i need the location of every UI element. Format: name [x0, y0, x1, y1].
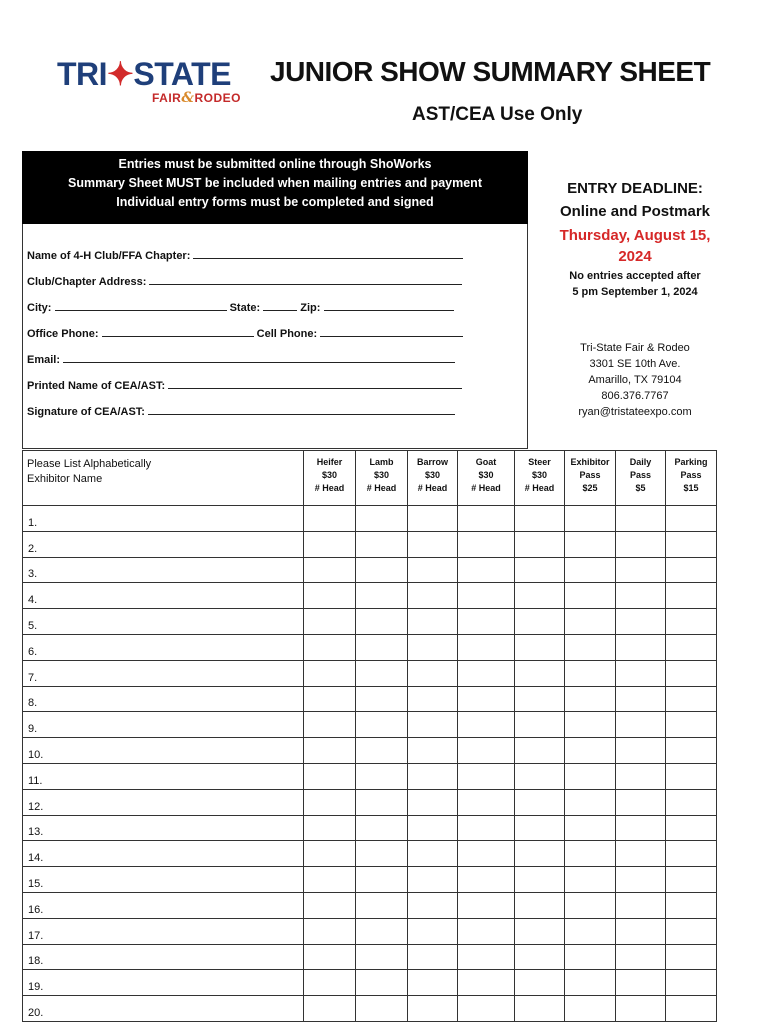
entry-cell[interactable] [666, 918, 717, 944]
entry-cell[interactable] [408, 531, 458, 557]
exhibitor-name-cell[interactable]: 3. [23, 557, 304, 583]
logo-tagline: FAIR&RODEO [152, 90, 241, 106]
entry-cell[interactable] [565, 660, 616, 686]
entry-cell[interactable] [458, 609, 515, 635]
entry-cell[interactable] [515, 634, 565, 660]
entry-cell[interactable] [458, 738, 515, 764]
entry-cell[interactable] [356, 996, 408, 1022]
entry-cell[interactable] [565, 738, 616, 764]
column-header: Goat $30 # Head [458, 451, 515, 506]
exhibitor-name-cell[interactable]: 20. [23, 996, 304, 1022]
entry-cell[interactable] [666, 557, 717, 583]
table-row [23, 686, 717, 712]
table-row [23, 506, 717, 532]
exhibitor-name-cell[interactable]: 6. [23, 634, 304, 660]
deadline-date: Thursday, August 15, 2024 [559, 227, 711, 265]
entry-cell[interactable] [565, 815, 616, 841]
exhibitor-name-cell[interactable]: 1. [23, 506, 304, 532]
exhibitor-name-cell[interactable]: 15. [23, 867, 304, 893]
entry-cell[interactable] [666, 738, 717, 764]
entry-cell[interactable] [616, 506, 666, 532]
column-header: Barrow $30 # Head [408, 451, 458, 506]
entry-cell[interactable] [408, 738, 458, 764]
table-row [23, 763, 717, 789]
entry-cell[interactable] [458, 841, 515, 867]
exhibitor-name-cell[interactable]: 8. [23, 686, 304, 712]
column-header: Lamb $30 # Head [356, 451, 408, 506]
entry-cell[interactable] [616, 712, 666, 738]
entry-cell[interactable] [304, 712, 356, 738]
entry-cell[interactable] [304, 660, 356, 686]
entry-cell[interactable] [458, 506, 515, 532]
entry-cell[interactable] [356, 918, 408, 944]
entry-cell[interactable] [408, 867, 458, 893]
entry-cell[interactable] [515, 789, 565, 815]
exhibitor-name-cell[interactable]: 19. [23, 970, 304, 996]
entry-cell[interactable] [408, 918, 458, 944]
entry-cell[interactable] [304, 867, 356, 893]
table-row [23, 918, 717, 944]
entry-cell[interactable] [304, 996, 356, 1022]
entry-cell[interactable] [616, 867, 666, 893]
entry-cell[interactable] [458, 531, 515, 557]
entry-cell[interactable] [565, 841, 616, 867]
entry-cell[interactable] [356, 892, 408, 918]
entry-cell[interactable] [666, 996, 717, 1022]
entry-cell[interactable] [616, 944, 666, 970]
page-subtitle: AST/CEA Use Only [412, 104, 583, 125]
exhibitor-name-cell[interactable]: 10. [23, 738, 304, 764]
printed-name-field[interactable]: Printed Name of CEA/AST: [27, 378, 462, 392]
exhibitor-name-cell[interactable]: 12. [23, 789, 304, 815]
entry-cell[interactable] [458, 815, 515, 841]
entry-cell[interactable] [356, 970, 408, 996]
page-title: JUNIOR SHOW SUMMARY SHEET [270, 56, 711, 87]
entry-cell[interactable] [666, 970, 717, 996]
entry-cell[interactable] [304, 557, 356, 583]
entry-cell[interactable] [666, 763, 717, 789]
column-header: Heifer $30 # Head [304, 451, 356, 506]
table-row [23, 996, 717, 1022]
entry-cell[interactable] [515, 996, 565, 1022]
entry-cell[interactable] [515, 557, 565, 583]
entry-cell[interactable] [565, 867, 616, 893]
table-row [23, 892, 717, 918]
entry-cell[interactable] [666, 531, 717, 557]
entry-cell[interactable] [666, 634, 717, 660]
entry-cell[interactable] [304, 506, 356, 532]
column-header: Exhibitor Pass $25 [565, 451, 616, 506]
deadline-title: ENTRY DEADLINE: [567, 180, 703, 197]
entry-cell[interactable] [616, 918, 666, 944]
entry-cell[interactable] [458, 763, 515, 789]
entry-cell[interactable] [458, 789, 515, 815]
entry-cell[interactable] [616, 970, 666, 996]
entry-cell[interactable] [304, 531, 356, 557]
entry-cell[interactable] [515, 712, 565, 738]
table-row [23, 531, 717, 557]
exhibitor-name-header: Please List Alphabetically Exhibitor Name [23, 451, 304, 506]
entry-cell[interactable] [408, 634, 458, 660]
entry-cell[interactable] [458, 944, 515, 970]
entry-cell[interactable] [515, 918, 565, 944]
entry-cell[interactable] [565, 970, 616, 996]
contact-phone: 806.376.7767 [601, 390, 669, 402]
entry-cell[interactable] [565, 789, 616, 815]
email-field[interactable]: Email: [27, 352, 455, 366]
entry-cell[interactable] [304, 918, 356, 944]
entry-cell[interactable] [616, 892, 666, 918]
club-address-field[interactable]: Club/Chapter Address: [27, 274, 462, 288]
entry-cell[interactable] [515, 867, 565, 893]
entry-cell[interactable] [408, 841, 458, 867]
entry-cell[interactable] [565, 712, 616, 738]
exhibitor-name-cell[interactable]: 13. [23, 815, 304, 841]
entry-cell[interactable] [666, 609, 717, 635]
entry-cell[interactable] [356, 686, 408, 712]
entry-cell[interactable] [458, 918, 515, 944]
table-row [23, 609, 717, 635]
entry-cell[interactable] [565, 583, 616, 609]
entry-cell[interactable] [515, 660, 565, 686]
entry-cell[interactable] [515, 531, 565, 557]
entry-cell[interactable] [565, 763, 616, 789]
exhibitor-name-cell[interactable]: 11. [23, 763, 304, 789]
entry-cell[interactable] [565, 531, 616, 557]
entry-cell[interactable] [304, 815, 356, 841]
entry-cell[interactable] [666, 841, 717, 867]
contact-email[interactable]: ryan@tristateexpo.com [578, 406, 692, 418]
entry-cell[interactable] [565, 557, 616, 583]
tristate-logo [57, 56, 259, 112]
entry-cell[interactable] [515, 841, 565, 867]
entry-cell[interactable] [304, 789, 356, 815]
entry-cell[interactable] [356, 583, 408, 609]
table-row [23, 634, 717, 660]
entry-cell[interactable] [616, 634, 666, 660]
table-row [23, 583, 717, 609]
entry-cell[interactable] [408, 712, 458, 738]
entry-cell[interactable] [666, 867, 717, 893]
entry-cell[interactable] [515, 583, 565, 609]
exhibitor-name-cell[interactable]: 5. [23, 609, 304, 635]
phone-field[interactable]: Office Phone: Cell Phone: [27, 326, 463, 340]
exhibitor-name-cell[interactable]: 16. [23, 892, 304, 918]
deadline-subtitle: Online and Postmark [559, 203, 711, 220]
entry-cell[interactable] [408, 996, 458, 1022]
entry-cell[interactable] [304, 634, 356, 660]
entry-cell[interactable] [515, 506, 565, 532]
entry-cell[interactable] [515, 944, 565, 970]
entry-cell[interactable] [666, 686, 717, 712]
entry-cell[interactable] [304, 970, 356, 996]
column-header: Steer $30 # Head [515, 451, 565, 506]
entry-cell[interactable] [408, 815, 458, 841]
entry-cell[interactable] [458, 867, 515, 893]
entry-cell[interactable] [304, 686, 356, 712]
table-row [23, 970, 717, 996]
entry-cell[interactable] [408, 660, 458, 686]
entry-cell[interactable] [616, 583, 666, 609]
entry-cell[interactable] [565, 506, 616, 532]
column-header: Parking Pass $15 [666, 451, 717, 506]
instructions-banner [22, 151, 528, 224]
signature-field[interactable]: Signature of CEA/AST: [27, 404, 455, 418]
entry-cell[interactable] [408, 609, 458, 635]
entry-cell[interactable] [356, 841, 408, 867]
table-row [23, 557, 717, 583]
entry-cell[interactable] [356, 712, 408, 738]
table-row [23, 789, 717, 815]
entry-cell[interactable] [356, 557, 408, 583]
entry-cell[interactable] [666, 815, 717, 841]
entry-cell[interactable] [616, 789, 666, 815]
entry-cell[interactable] [458, 557, 515, 583]
instruction-line: Entries must be submitted online through ShoWorks [118, 157, 432, 171]
entry-cell[interactable] [356, 763, 408, 789]
table-header-row [23, 451, 717, 506]
entry-cell[interactable] [565, 634, 616, 660]
table-row [23, 867, 717, 893]
entry-cell[interactable] [304, 583, 356, 609]
entry-cell[interactable] [304, 944, 356, 970]
entry-cell[interactable] [616, 841, 666, 867]
entry-cell[interactable] [458, 583, 515, 609]
entry-cell[interactable] [616, 531, 666, 557]
entry-cell[interactable] [458, 686, 515, 712]
entry-cell[interactable] [408, 557, 458, 583]
entry-cell[interactable] [515, 815, 565, 841]
entry-cell[interactable] [304, 763, 356, 789]
entry-cell[interactable] [356, 789, 408, 815]
entry-cell[interactable] [458, 660, 515, 686]
entry-cell[interactable] [616, 557, 666, 583]
entry-cell[interactable] [356, 738, 408, 764]
entry-cell[interactable] [408, 789, 458, 815]
entry-cell[interactable] [565, 944, 616, 970]
entry-cell[interactable] [408, 506, 458, 532]
entry-cell[interactable] [565, 996, 616, 1022]
entry-cell[interactable] [616, 660, 666, 686]
exhibitor-name-cell[interactable]: 17. [23, 918, 304, 944]
entry-cell[interactable] [666, 892, 717, 918]
club-name-field[interactable]: Name of 4-H Club/FFA Chapter: [27, 248, 463, 262]
entry-cell[interactable] [356, 867, 408, 893]
entry-cell[interactable] [666, 712, 717, 738]
entry-cell[interactable] [666, 583, 717, 609]
entry-cell[interactable] [515, 763, 565, 789]
entry-cell[interactable] [565, 892, 616, 918]
entry-cell[interactable] [565, 918, 616, 944]
entry-cell[interactable] [616, 609, 666, 635]
entry-cell[interactable] [356, 634, 408, 660]
exhibitor-table [22, 450, 717, 1022]
exhibitor-name-cell[interactable]: 4. [23, 583, 304, 609]
entry-cell[interactable] [356, 506, 408, 532]
entry-cell[interactable] [616, 763, 666, 789]
entry-cell[interactable] [616, 996, 666, 1022]
instruction-line: Summary Sheet MUST be included when mailing entries and payment [68, 176, 482, 190]
table-row [23, 815, 717, 841]
entry-cell[interactable] [356, 609, 408, 635]
entry-cell[interactable] [515, 892, 565, 918]
entry-cell[interactable] [408, 763, 458, 789]
entry-cell[interactable] [565, 609, 616, 635]
entry-cell[interactable] [515, 738, 565, 764]
entry-cell[interactable] [616, 738, 666, 764]
entry-cell[interactable] [666, 660, 717, 686]
contact-city: Amarillo, TX 79104 [588, 374, 682, 386]
instruction-line: Individual entry forms must be completed and signed [116, 195, 434, 209]
entry-cell[interactable] [458, 996, 515, 1022]
entry-cell[interactable] [515, 686, 565, 712]
entry-cell[interactable] [616, 815, 666, 841]
exhibitor-name-cell[interactable]: 18. [23, 944, 304, 970]
entry-cell[interactable] [408, 686, 458, 712]
entry-cell[interactable] [408, 583, 458, 609]
exhibitor-name-cell[interactable]: 14. [23, 841, 304, 867]
entry-cell[interactable] [565, 686, 616, 712]
exhibitor-name-cell[interactable]: 2. [23, 531, 304, 557]
table-row [23, 841, 717, 867]
entry-cell[interactable] [408, 970, 458, 996]
exhibitor-name-cell[interactable]: 9. [23, 712, 304, 738]
city-state-zip-field[interactable]: City: State: Zip: [27, 300, 454, 314]
entry-cell[interactable] [356, 944, 408, 970]
table-row [23, 712, 717, 738]
entry-cell[interactable] [666, 506, 717, 532]
entry-cell[interactable] [304, 892, 356, 918]
entry-cell[interactable] [458, 892, 515, 918]
table-row [23, 944, 717, 970]
entry-cell[interactable] [304, 841, 356, 867]
entry-cell[interactable] [304, 738, 356, 764]
entry-cell[interactable] [515, 970, 565, 996]
entry-cell[interactable] [515, 609, 565, 635]
entry-cell[interactable] [458, 970, 515, 996]
entry-cell[interactable] [458, 634, 515, 660]
entry-cell[interactable] [666, 944, 717, 970]
logo-wordmark: TRI✦STATE [57, 56, 231, 92]
entry-cell[interactable] [408, 944, 458, 970]
table-row [23, 660, 717, 686]
entry-cell[interactable] [666, 789, 717, 815]
table-row [23, 738, 717, 764]
entry-cell[interactable] [458, 712, 515, 738]
column-header: Daily Pass $5 [616, 451, 666, 506]
contact-name: Tri-State Fair & Rodeo [580, 342, 690, 354]
entry-cell[interactable] [356, 660, 408, 686]
contact-address [545, 340, 725, 420]
entry-cell[interactable] [408, 892, 458, 918]
entry-cell[interactable] [616, 686, 666, 712]
deadline-note: No entries accepted after 5 pm September 1, 2024 [569, 270, 701, 298]
entry-cell[interactable] [356, 531, 408, 557]
entry-cell[interactable] [356, 815, 408, 841]
exhibitor-name-cell[interactable]: 7. [23, 660, 304, 686]
contact-street: 3301 SE 10th Ave. [589, 358, 681, 370]
entry-cell[interactable] [304, 609, 356, 635]
